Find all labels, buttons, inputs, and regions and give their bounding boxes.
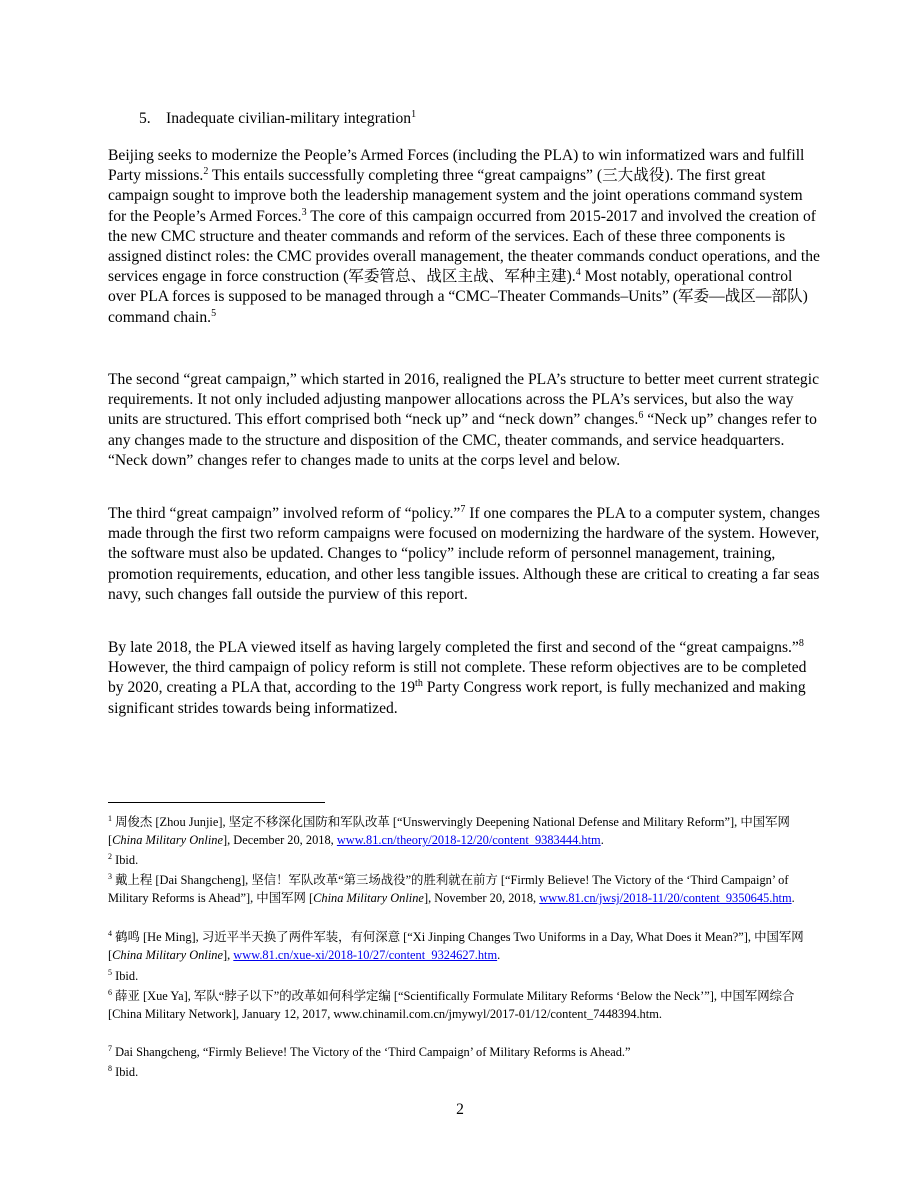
list-item [139,109,416,129]
footnote-ref[interactable]: 8 [798,638,804,649]
footnote-text: Ibid. [115,853,139,867]
ordinal-suffix: th [415,678,423,690]
footnote-link[interactable]: www.81.cn/jwsj/2018-11/20/content_9350645.htm [539,891,792,905]
footnote-text: . [791,891,795,905]
footnote-1 [108,813,820,849]
footnote-text: . [600,833,604,847]
footnote-ref[interactable]: 6 [638,410,644,422]
footnote-2 [108,851,820,869]
footnote-text: 周俊杰 [Zhou Junjie], 坚定不移深化国防和军队改革 [“Unswervingly Deepening National Defense and Military Reform”], 中国军网 [ [108,815,790,847]
footnote-text: Ibid. [115,1065,139,1079]
footnote-text: 鹤鸣 [He Ming], 习近平半天换了两件军装，有何深意 [“Xi Jinping Changes Two Uniforms in a Day, What Does it Mean?”], 中国军网 [ [108,930,804,962]
footnote-italic: China Military Online [313,891,424,905]
footnote-ref[interactable]: 5 [211,307,217,319]
paragraph-text: If one compares the PLA to a computer system, changes made through the first two reform campaigns were focused on modernizing the hardware of the system. However, the software must also be updated. Changes to “policy” include reform of personnel management, training, promotion requirements, education, and other less tangible issues. Although these are critical to creating a far seas navy, such changes fall outside the purview of this report. [108,505,820,603]
paragraph-4 [108,638,820,719]
footnote-separator [108,802,325,803]
paragraph-text: This entails successfully completing three “great campaigns” (三大战役). The first great campaign sought to improve both the leadership management system and the joint operations command system for the People’s Armed Forces. [108,167,803,225]
footnote-text: 戴上程 [Dai Shangcheng], 坚信！军队改革“第三场战役”的胜利就在前方 [“Firmly Believe! The Victory of the ‘Third Campaign’ of Military Reforms is Ahead”], 中国军网 [ [108,873,789,905]
footnote-ref[interactable]: 4 [575,267,581,279]
paragraph-text: However, the third campaign of policy reform is still not complete. These reform objectives are to be completed by 2020, creating a PLA that, according to the 19 [108,659,807,697]
footnote-6 [108,987,820,1023]
footnote-number: 6 [108,988,112,997]
footnote-text: ], November 20, 2018, [423,891,540,905]
paragraph-text: Party Congress work report, is fully mechanized and making significant strides towards being informatized. [108,679,806,717]
footnote-text: 薛亚 [Xue Ya], 军队“脖子以下”的改革如何科学定编 [“Scientifically Formulate Military Reforms ‘Below the Neck’”], 中国军网综合[China Military Network], January 12, 2017, www.chinamil.com.cn/jmywyl/2017-01/12/content_7448394.htm. [108,989,795,1021]
paragraph-text: The third “great campaign” involved reform of “policy.” [108,505,461,522]
footnote-8 [108,1063,820,1081]
footnote-4 [108,928,820,964]
footnote-text: ], December 20, 2018, [222,833,337,847]
footnote-link[interactable]: www.81.cn/xue-xi/2018-10/27/content_9324627.htm [233,948,498,962]
paragraph-text: “Neck up” changes refer to any changes made to the structure and disposition of the CMC, theater commands, and service headquarters. “Neck down” changes refer to changes made to units at the corps level and below. [108,411,817,469]
footnote-text: Ibid. [115,969,139,983]
footnote-ref[interactable]: 7 [460,504,466,515]
page-number: 2 [456,1101,464,1118]
footnote-text: Dai Shangcheng, “Firmly Believe! The Victory of the ‘Third Campaign’ of Military Reforms is Ahead.” [115,1045,631,1059]
footnote-link[interactable]: www.81.cn/theory/2018-12/20/content_9383444.htm [336,833,601,847]
paragraph-text: Beijing seeks to modernize the People’s Armed Forces (including the PLA) to win informatized wars and fulfill Party missions. [108,147,805,185]
footnote-7 [108,1043,820,1061]
footnote-ref[interactable]: 1 [411,109,417,120]
list-item-text: Inadequate civilian-military integration [166,110,412,127]
footnote-number: 2 [108,852,112,861]
footnote-italic: China Military Online [112,948,223,962]
footnote-text: . [497,948,501,962]
footnote-ref[interactable]: 2 [203,166,209,178]
paragraph-2 [108,370,820,471]
footnote-number: 8 [108,1064,112,1073]
paragraph-3 [108,504,820,605]
footnote-italic: China Military Online [112,833,223,847]
paragraph-text: Most notably, operational control over PLA forces is supposed to be managed through a “CMC–Theater Commands–Units” (军委—战区—部队) command chain. [108,268,808,326]
list-number: 5. [139,110,151,127]
footnote-number: 7 [108,1044,112,1053]
footnote-number: 4 [108,929,112,938]
footnote-number: 5 [108,968,112,977]
footnote-number: 3 [108,872,112,881]
footnote-5 [108,967,820,985]
footnote-3 [108,871,820,907]
paragraph-text: The second “great campaign,” which started in 2016, realigned the PLA’s structure to better meet current strategic requirements. It not only included adjusting manpower allocations across the PLA’s services, but also the way units are structured. This effort comprised both “neck up” and “neck down” changes. [108,371,819,429]
footnote-text: ], [222,948,234,962]
footnote-number: 1 [108,814,112,823]
paragraph-text: By late 2018, the PLA viewed itself as having largely completed the first and second of the “great campaigns.” [108,639,799,656]
footnote-ref[interactable]: 3 [301,206,307,218]
paragraph-text: The core of this campaign occurred from 2015-2017 and involved the creation of the new CMC structure and theater commands and reform of the services. Each of these three components is assigned distinct roles: the CMC provides overall management, the theater commands conduct operations, and the services engage in force construction (军委管总、战区主战、军种主建). [108,207,820,286]
paragraph-1 [108,146,820,328]
